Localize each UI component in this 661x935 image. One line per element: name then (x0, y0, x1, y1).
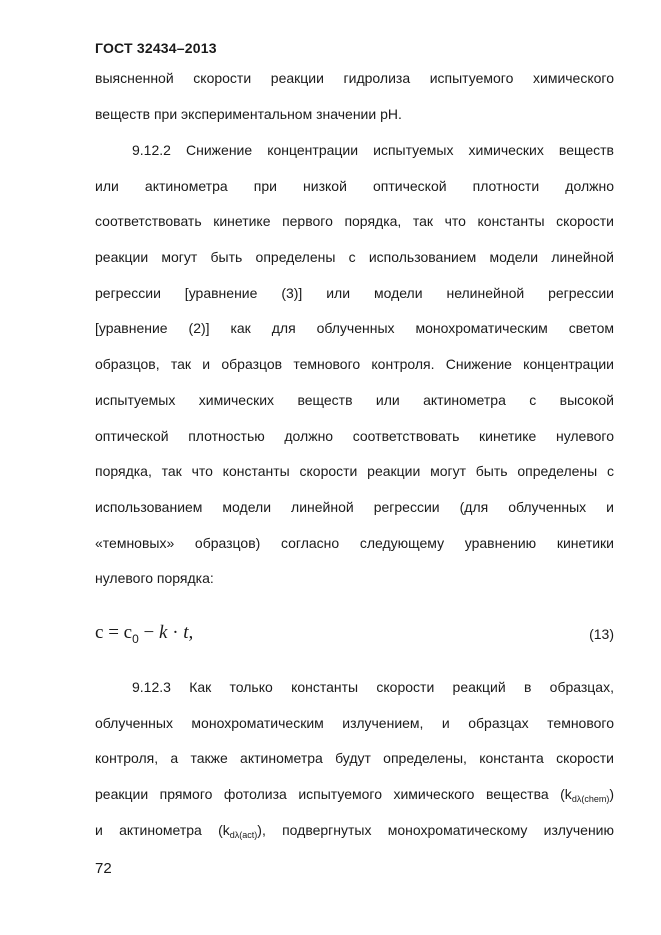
rate-constant-subscript-act: dλ(act) (229, 829, 258, 840)
formula-comma: , (188, 622, 194, 643)
text-line: реакции могут быть определены с использованием модели линейной (95, 249, 614, 266)
text-line: регрессии [уравнение (3)] или модели нелинейной регрессии (95, 284, 614, 301)
paragraph-9-12-3 (95, 670, 614, 848)
equation-13 (95, 622, 614, 650)
line-text-end: ) (609, 786, 614, 803)
equals-sign: = (108, 622, 119, 643)
equation-expression (95, 622, 193, 646)
line-text: реакции прямого фотолиза испытуемого химического вещества (k (95, 786, 572, 803)
rate-constant-subscript-chem: dλ(chem) (571, 794, 610, 805)
text-line: 9.12.3 Как только константы скорости реакций в образцах, (132, 679, 614, 695)
text-line: оптической плотностью должно соответствовать кинетике нулевого (95, 427, 614, 444)
equation-number: (13) (589, 626, 614, 642)
text-line: соответствовать кинетике первого порядка, так что константы скорости (95, 213, 614, 230)
document-header: ГОСТ 32434–2013 (95, 40, 217, 56)
line-text: и актинометра (k (95, 821, 230, 838)
text-line: облученных монохроматическим излучением, и образцах темнового (95, 714, 614, 731)
text-line: [уравнение (2)] как для облученных монохроматическим светом (95, 320, 614, 337)
paragraph-continuation (95, 61, 614, 132)
subscript-zero: 0 (132, 631, 139, 646)
text-line: или актинометра при низкой оптической плотности должно (95, 177, 614, 194)
text-line: контроля, а также актинометра будут определены, константа скорости (95, 750, 614, 767)
text-line: порядка, так что константы скорости реакции могут быть определены с (95, 463, 614, 480)
text-line (95, 813, 614, 849)
text-line: 9.12.2 Снижение концентрации испытуемых химических веществ (132, 142, 614, 158)
text-line: образцов, так и образцов темнового контроля. Снижение концентрации (95, 356, 614, 373)
text-line: испытуемых химических веществ или актинометра с высокой (95, 391, 614, 408)
text-line: нулевого порядка: (95, 570, 214, 587)
var-k: k (159, 622, 168, 643)
paragraph-9-12-2 (95, 133, 614, 597)
text-line: выясненной скорости реакции гидролиза испытуемого химического (95, 70, 614, 86)
var-t: t (183, 622, 189, 643)
var-c0: c (123, 622, 133, 643)
line-text-end: ), подвергнутых монохроматическому излучению (257, 821, 615, 838)
text-line: веществ при экспериментальном значении pH. (95, 105, 402, 122)
text-line: использованием модели линейной регрессии (для облученных и (95, 498, 614, 515)
text-line (95, 777, 614, 813)
minus-sign: − (143, 622, 155, 643)
var-c: c (95, 622, 104, 643)
page-number: 72 (95, 860, 112, 877)
multiply-dot: · (172, 622, 179, 643)
text-line: «темновых» образцов) согласно следующему уравнению кинетики (95, 534, 614, 551)
